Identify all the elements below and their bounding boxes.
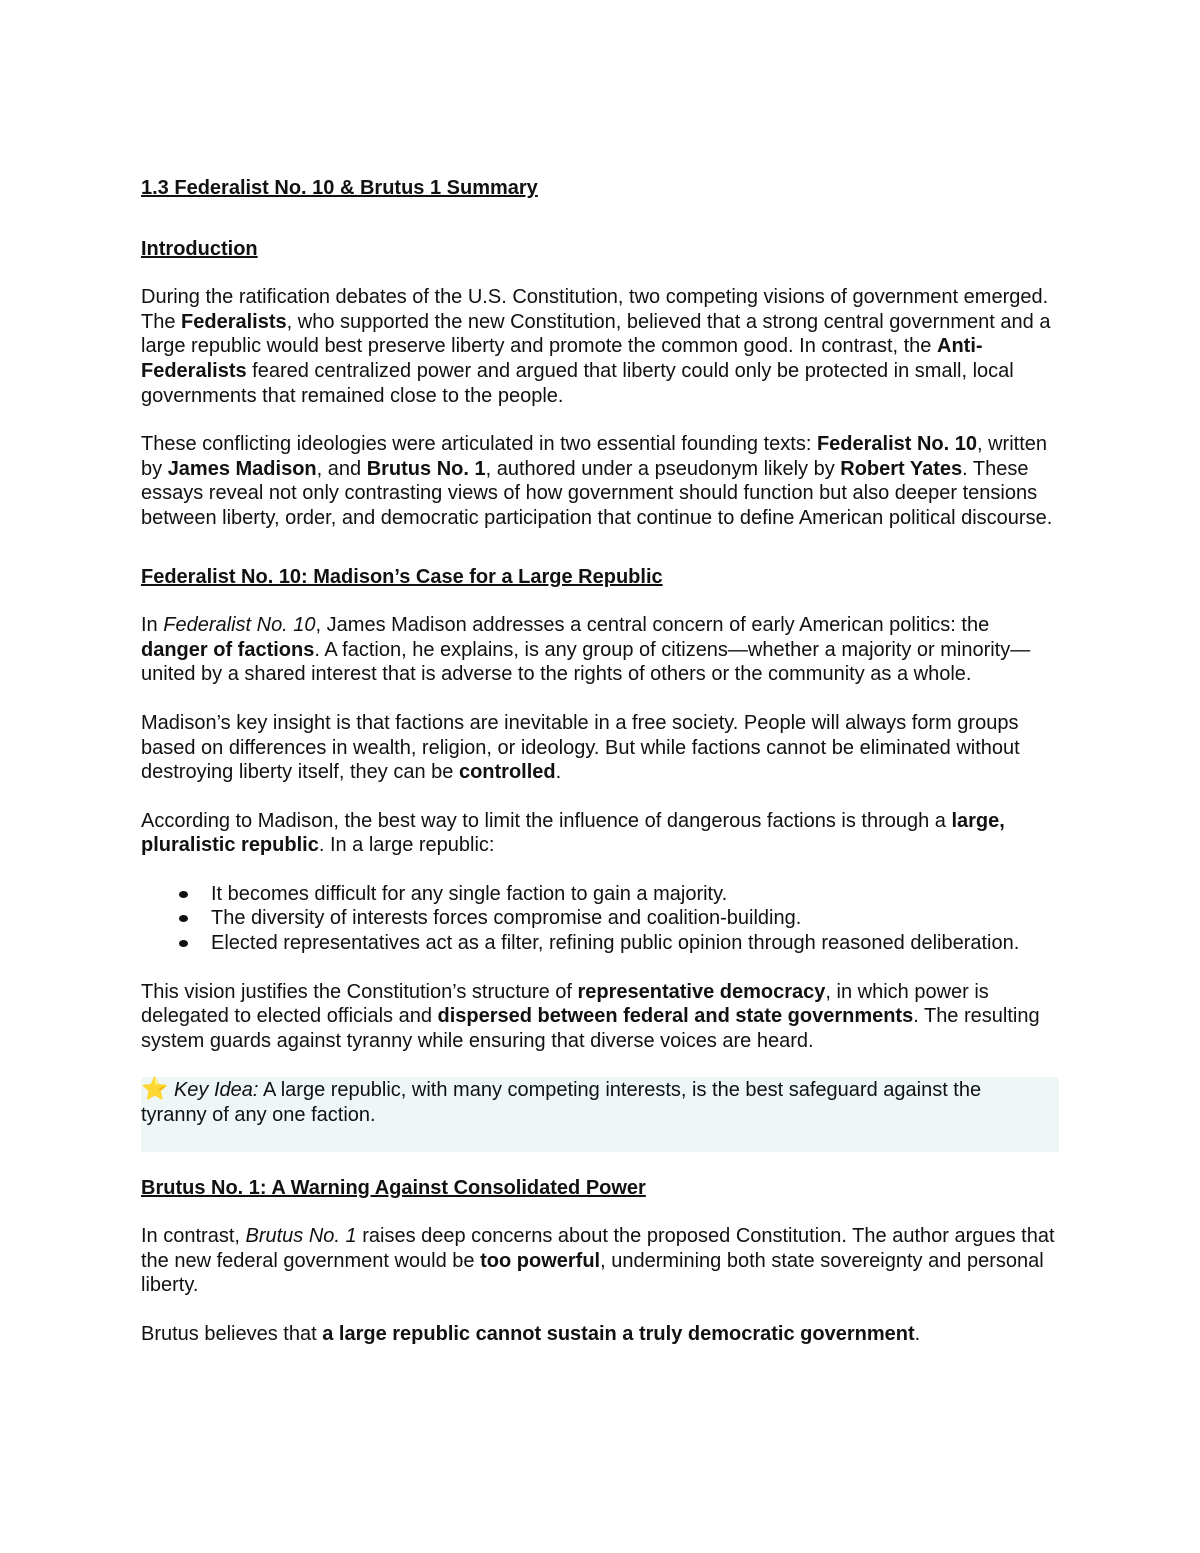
- list-item-text: It becomes difficult for any single faction to gain a majority.: [211, 882, 728, 905]
- text-run: , James Madison addresses a central concern of early American politics: the: [315, 614, 990, 637]
- text-run: This vision justifies the Constitution’s structure of: [141, 980, 578, 1003]
- text-run: raises deep concerns about the proposed Constitution. The author argues that the new federal government would be: [141, 1225, 1055, 1272]
- bullet-icon: [179, 891, 188, 898]
- text-run: , and: [316, 457, 367, 480]
- text-run: , written by: [141, 433, 1048, 480]
- text-run: .: [914, 1323, 921, 1345]
- italic-title: Brutus No. 1: [245, 1225, 357, 1248]
- bold-term-madison: James Madison: [167, 457, 317, 480]
- introduction-heading: Introduction: [141, 237, 258, 260]
- list-item: [211, 882, 1059, 907]
- bullet-icon: [179, 940, 188, 947]
- federalist-heading: Federalist No. 10: Madison’s Case for a Large Republic: [141, 565, 663, 588]
- bold-term-danger-of-factions: danger of factions: [141, 638, 315, 661]
- brutus-paragraph-1: [141, 1224, 1059, 1298]
- text-run: Brutus believes that: [141, 1323, 323, 1345]
- federalist-paragraph-4: [141, 980, 1059, 1054]
- brutus-paragraph-2: [141, 1322, 1059, 1347]
- text-run: .: [555, 761, 562, 784]
- list-item: [211, 931, 1059, 956]
- text-run: Madison’s key insight is that factions are inevitable in a free society. People will always form groups based on differences in wealth, religion, or ideology. But while factions cannot be eliminated without destroying liberty itself, they can be: [141, 711, 1020, 784]
- key-idea-text: A large republic, with many competing interests, is the best safeguard against the tyranny of any one faction.: [141, 1079, 982, 1127]
- text-run: . In a large republic:: [318, 834, 495, 857]
- text-run: , undermining both state sovereignty and personal liberty.: [141, 1249, 1044, 1297]
- document-body: [141, 176, 1059, 1371]
- bold-term-robert-yates: Robert Yates: [840, 457, 963, 480]
- federalist-bullet-list: [141, 882, 1059, 956]
- bold-term-dispersed-power: dispersed between federal and state governments: [437, 1005, 914, 1028]
- key-idea-callout: [141, 1077, 1059, 1151]
- bold-term-federalist-10: Federalist No. 10: [816, 433, 977, 456]
- text-run: According to Madison, the best way to limit the influence of dangerous factions is through a: [141, 809, 952, 832]
- list-item-text: The diversity of interests forces compromise and coalition-building.: [211, 907, 802, 930]
- intro-paragraph-2: [141, 432, 1059, 530]
- text-run: In: [141, 614, 164, 637]
- text-run: In contrast,: [141, 1225, 246, 1248]
- text-run: These conflicting ideologies were articulated in two essential founding texts:: [141, 433, 817, 456]
- bold-term-too-powerful: too powerful: [480, 1249, 601, 1272]
- bold-term-large-republic-warning: a large republic cannot sustain a truly democratic government: [322, 1323, 915, 1345]
- bold-term-federalists: Federalists: [181, 310, 287, 333]
- intro-paragraph-1: [141, 285, 1059, 408]
- bullet-icon: [179, 915, 188, 922]
- text-run: , who supported the new Constitution, believed that a strong central government and a large republic would best preserve liberty and promote the common good. In contrast, the: [141, 310, 1051, 358]
- text-run: . A faction, he explains, is any group of citizens—whether a majority or minority—united by a shared interest that is adverse to the rights of others or the community as a whole.: [141, 638, 1031, 686]
- italic-title: Federalist No. 10: [163, 614, 316, 637]
- bold-term-large-republic: large, pluralistic republic: [141, 809, 1005, 857]
- text-run: During the ratification debates of the U.S. Constitution, two competing visions of government emerged. The: [141, 286, 1049, 333]
- star-icon: ⭐: [141, 1076, 169, 1102]
- federalist-paragraph-1: [141, 613, 1059, 687]
- brutus-heading: Brutus No. 1: A Warning Against Consolidated Power: [141, 1176, 646, 1199]
- list-item-text: Elected representatives act as a filter, refining public opinion through reasoned deliberation.: [211, 932, 1020, 955]
- bold-term-brutus-1: Brutus No. 1: [366, 457, 486, 480]
- federalist-paragraph-2: [141, 711, 1059, 785]
- text-run: . The resulting system guards against tyranny while ensuring that diverse voices are heard.: [141, 1005, 1040, 1052]
- federalist-paragraph-3: [141, 809, 1059, 858]
- key-idea-label: Key Idea:: [173, 1079, 259, 1102]
- bold-term-anti-federalists: Anti-Federalists: [141, 335, 983, 382]
- list-item: [211, 906, 1059, 931]
- bold-term-controlled: controlled: [458, 761, 556, 784]
- text-run: , authored under a pseudonym likely by: [485, 457, 841, 480]
- document-title: 1.3 Federalist No. 10 & Brutus 1 Summary: [141, 177, 538, 199]
- text-run: , in which power is delegated to elected officials and: [141, 980, 989, 1028]
- text-run: feared centralized power and argued that liberty could only be protected in small, local governments that remained close to the people.: [141, 359, 1014, 407]
- text-run: . These essays reveal not only contrasting views of how government should function but also deeper tensions between liberty, order, and democratic participation that continue to define American political discourse.: [141, 457, 1053, 529]
- bold-term-representative-democracy: representative democracy: [577, 980, 826, 1003]
